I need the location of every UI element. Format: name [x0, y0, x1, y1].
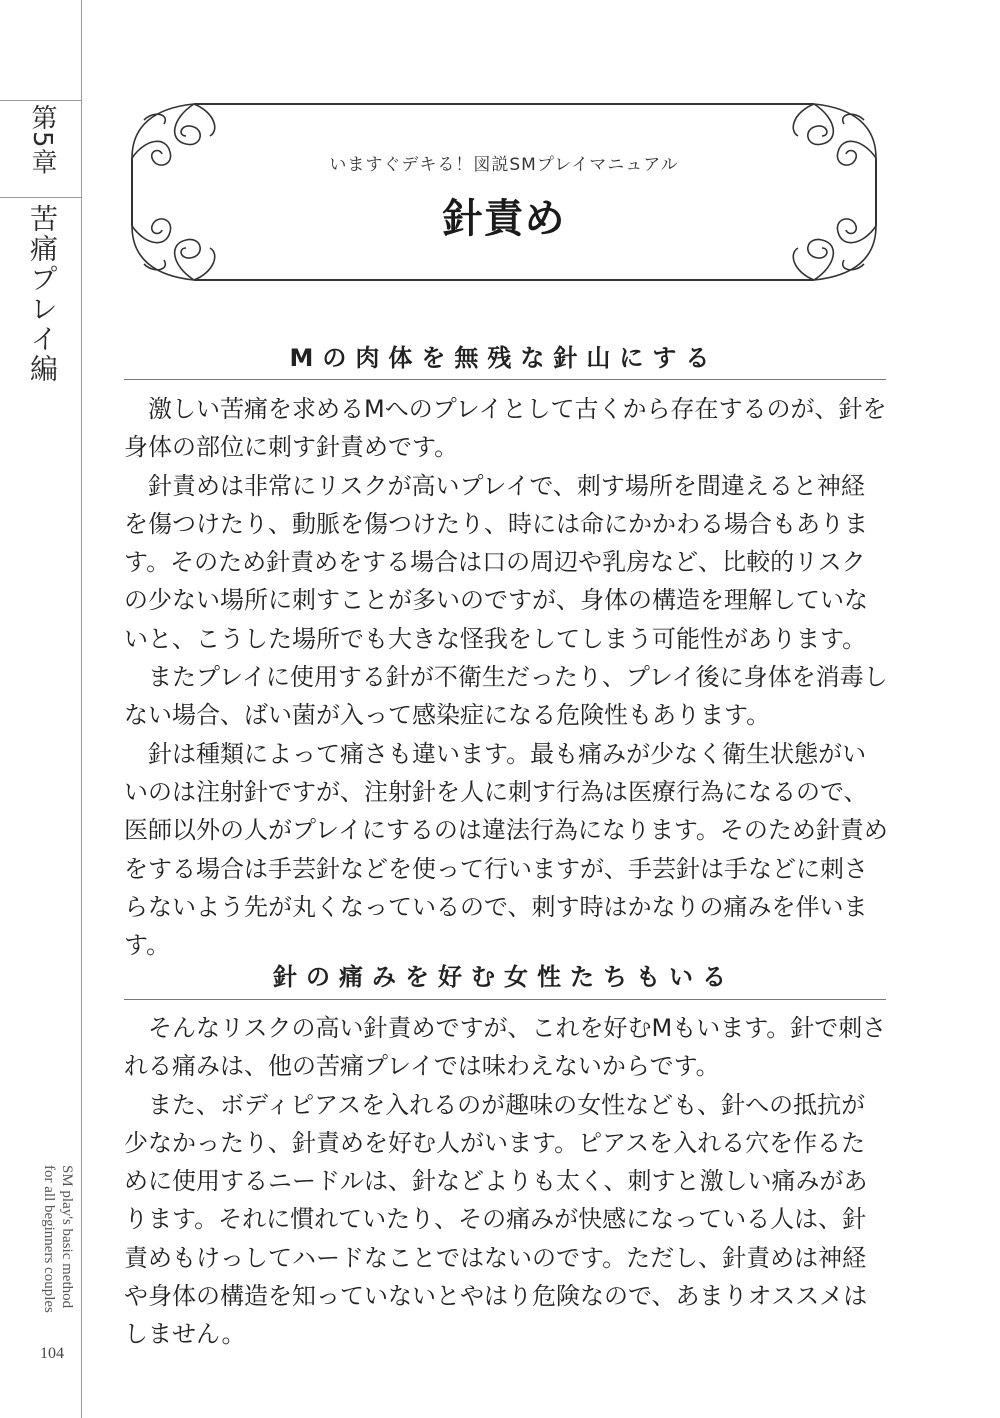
section-rule-1: [124, 379, 886, 380]
section-heading-2: 針の痛みを好む女性たちもいる: [273, 963, 735, 991]
section-body-2: [124, 1009, 888, 1354]
chapter-label: 第5章: [27, 104, 57, 176]
page-number: 104: [40, 1345, 64, 1362]
page-title: 針責め: [442, 196, 566, 242]
paragraph: またプレイに使用する針が不衛生だったり、プレイ後に身体を消毒しない場合、ばい菌が入って感染症になる危険性もあります。: [124, 663, 888, 730]
sidebar-chapter-rule: [0, 197, 82, 198]
paragraph: 針責めは非常にリスクが高いプレイで、刺す場所を間違えると神経を傷つけたり、動脈を傷つけたり、時には命にかかわる場合もあります。そのため針責めをする場合は口の周辺や乳房など、比較的リスクの少ない場所に刺すことが多いのですが、身体の構造を理解していないと、こうした場所でも大きな怪我をしてしまう可能性があります。: [124, 471, 868, 653]
series-title: いますぐデキる！図説SMプレイマニュアル: [329, 155, 679, 175]
sidebar-top-rule: [0, 100, 82, 101]
section-rule-2: [124, 999, 886, 1000]
paragraph: また、ボディピアスを入れるのが趣味の女性なども、針への抵抗が少なかったり、針責めを好む人がいます。ピアスを入れる穴を作るために使用するニードルは、針などよりも太く、刺すと激しい痛みがあります。それに慣れていたり、その痛みが快感になっている人は、針責めもけっしてハードなことではないのです。ただし、針責めは神経や身体の構造を知っていないとやはり危険なので、あまりオススメはしません。: [124, 1090, 868, 1349]
section-body-1: [124, 390, 888, 964]
paragraph: 激しい苦痛を求めるMへのプレイとして古くから存在するのが、針を身体の部位に刺す針責めです。: [124, 395, 887, 462]
paragraph: そんなリスクの高い針責めですが、これを好むMもいます。針で刺される痛みは、他の苦痛プレイでは味わえないからです。: [124, 1014, 887, 1081]
sidebar-divider: [81, 0, 82, 1418]
section-heading-1: Mの肉体を無残な針山にする: [289, 344, 719, 372]
section-label: 苦痛プレイ編: [26, 204, 59, 384]
english-subtitle-line1: SM play's basic method: [59, 1165, 75, 1309]
english-subtitle-line2: for all beginners couples: [41, 1165, 57, 1313]
english-subtitle: [36, 1165, 76, 1330]
paragraph: 針は種類によって痛さも違います。最も痛みが少なく衛生状態がいいのは注射針ですが、注射針を人に刺す行為は医療行為になるので、医師以外の人がプレイにするのは違法行為になります。そのため針責めをする場合は手芸針などを使って行いますが、手芸針は手などに刺さらないよう先が丸くなっているので、刺す時はかなりの痛みを伴います。: [124, 739, 888, 960]
